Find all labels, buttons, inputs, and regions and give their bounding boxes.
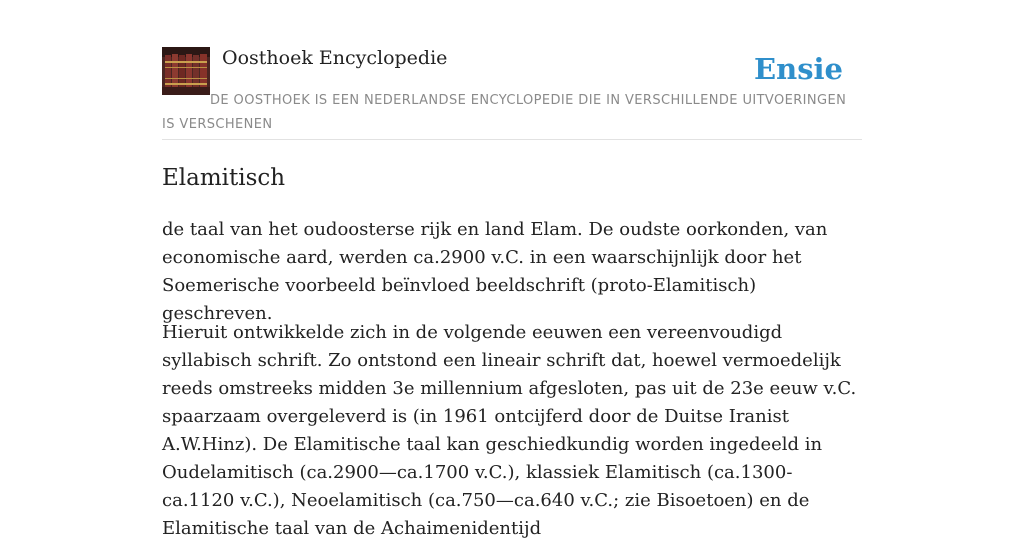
article-paragraph: de taal van het oudoosterse rijk en land Elam. De oudste oorkonden, van economische aard, werden ca.2900 v.C. in een waarschijnlijk door het Soemerische voorbeeld beïnvloed beeldschrift (proto-Elamitisch) geschreven. [162, 219, 828, 324]
encyclopedia-books-icon [162, 47, 210, 95]
page-content [162, 0, 862, 539]
publication-tagline: DE OOSTHOEK IS EEN NEDERLANDSE ENCYCLOPEDIE DIE IN VERSCHILLENDE UITVOERINGEN IS VERSCHENEN [162, 93, 847, 132]
publication-name[interactable]: Oosthoek Encyclopedie [222, 47, 448, 69]
article-paragraph: Hieruit ontwikkelde zich in de volgende eeuwen een vereenvoudigd syllabisch schrift. Zo ontstond een lineair schrift dat, hoewel vermoedelijk reeds omstreeks midden 3e millennium afgesloten, pas uit de 23e eeuw v.C. spaarzaam overgeleverd is (in 1961 ontcijferd door de Duitse Iranist A.W.Hinz). De Elamitische taal kan geschiedkundig worden ingedeeld in Oudelamitisch (ca.2900—ca.1700 v.C.), klassiek Elamitisch (ca.1300-ca.1120 v.C.), Neoelamitisch (ca.750—ca.640 v.C.; zie Bisoetoen) en de Elamitische taal van de Achaimenidentijd [162, 322, 857, 539]
ensie-logo-link[interactable]: Ensie [754, 52, 843, 86]
publication-avatar[interactable] [162, 47, 210, 95]
header-divider [162, 139, 862, 140]
article-title: Elamitisch [162, 165, 286, 191]
